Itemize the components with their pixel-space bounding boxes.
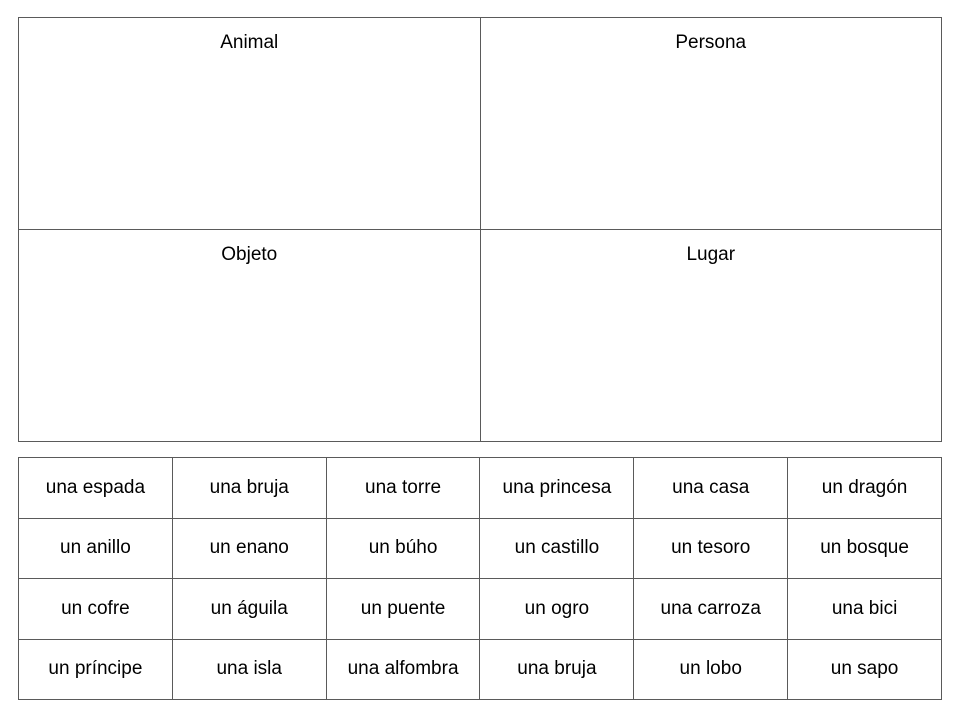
- word-cell: una casa: [634, 458, 788, 519]
- word-cell: un sapo: [788, 639, 942, 700]
- word-cell: una torre: [326, 458, 480, 519]
- word-cell: una bruja: [172, 458, 326, 519]
- word-row: [19, 579, 942, 640]
- word-row: [19, 518, 942, 579]
- word-cell: una bruja: [480, 639, 634, 700]
- word-cell: un castillo: [480, 518, 634, 579]
- category-cell-animal: Animal: [19, 18, 481, 230]
- category-row: [19, 18, 942, 230]
- word-row: [19, 639, 942, 700]
- word-row: [19, 458, 942, 519]
- word-cell: un bosque: [788, 518, 942, 579]
- word-cell: un dragón: [788, 458, 942, 519]
- word-cell: una alfombra: [326, 639, 480, 700]
- category-cell-objeto: Objeto: [19, 230, 481, 442]
- word-cell: un anillo: [19, 518, 173, 579]
- word-cell: un puente: [326, 579, 480, 640]
- word-cell: una carroza: [634, 579, 788, 640]
- word-cell: un ogro: [480, 579, 634, 640]
- word-cell: una espada: [19, 458, 173, 519]
- word-cell: un águila: [172, 579, 326, 640]
- word-cell: una bici: [788, 579, 942, 640]
- category-cell-persona: Persona: [480, 18, 942, 230]
- word-cell: un lobo: [634, 639, 788, 700]
- word-cell: un enano: [172, 518, 326, 579]
- category-cell-lugar: Lugar: [480, 230, 942, 442]
- word-cell: un tesoro: [634, 518, 788, 579]
- word-table: [18, 457, 942, 700]
- category-row: [19, 230, 942, 442]
- word-cell: una isla: [172, 639, 326, 700]
- word-cell: un príncipe: [19, 639, 173, 700]
- word-cell: un cofre: [19, 579, 173, 640]
- word-cell: una princesa: [480, 458, 634, 519]
- word-cell: un búho: [326, 518, 480, 579]
- category-grid: [18, 17, 942, 442]
